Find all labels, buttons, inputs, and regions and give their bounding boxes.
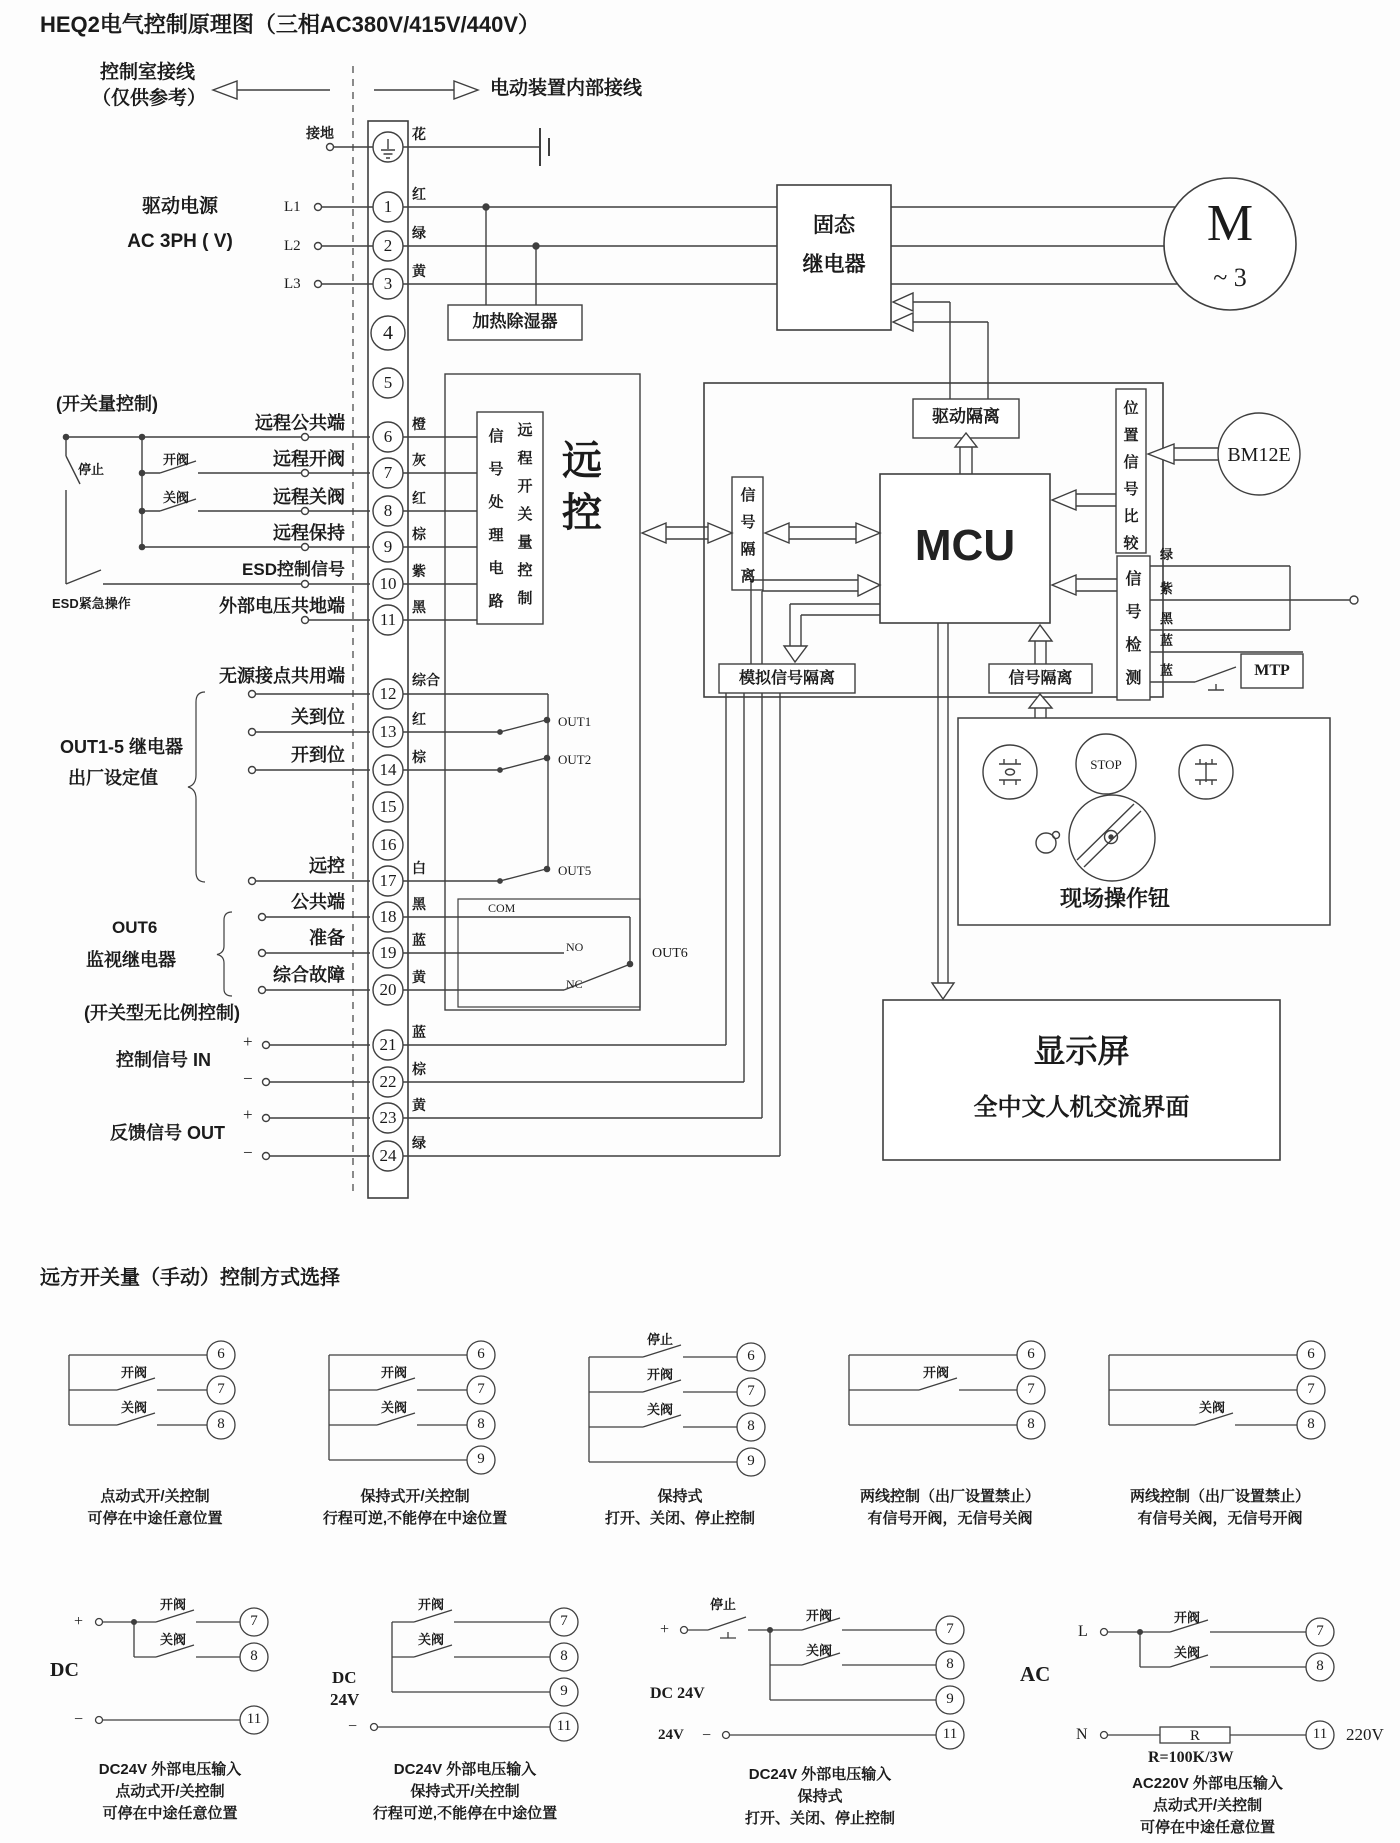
remote-common-label: 远程公共端: [255, 413, 345, 433]
terminal-number: 4: [383, 322, 393, 344]
terminal-number: 15: [379, 797, 397, 816]
remote-hold-label: 远程保持: [273, 523, 345, 543]
card-terminal: 6: [217, 1346, 225, 1362]
card-terminal: 7: [1027, 1381, 1035, 1397]
terminal-number: 1: [383, 197, 393, 216]
terminal-number: 20: [379, 980, 397, 999]
motor-phase: ~ 3: [1213, 263, 1247, 292]
wire-color: 棕: [412, 1061, 426, 1077]
terminal-number: 3: [383, 274, 393, 293]
wire-color: 橙: [412, 416, 426, 432]
mode-card-two-wire-close: [1095, 1335, 1345, 1565]
card-switch-label: 开阀: [381, 1365, 408, 1380]
card-terminal: 7: [477, 1381, 485, 1397]
card-caption: 可停在中途任意位置: [1139, 1819, 1275, 1836]
card-resistor-value: R=100K/3W: [1148, 1749, 1234, 1766]
card-switch-label: 关阀: [160, 1632, 187, 1647]
remote-switch-control-label: 远程开关量控制: [517, 422, 533, 607]
ext-voltage-common-label: 外部电压共地端: [219, 596, 345, 616]
display-subtitle: 全中文人机交流界面: [973, 1094, 1190, 1121]
terminal-number: 6: [383, 427, 393, 446]
card-dc-label: DC: [332, 1668, 357, 1687]
card-switch-label: 开阀: [923, 1365, 950, 1380]
card-switch-label: 关阀: [121, 1400, 148, 1415]
control-room-label: 控制室接线: [100, 62, 196, 83]
open-switch-label: 开阀: [163, 452, 190, 467]
close-switch-label: 关阀: [163, 490, 190, 505]
card-terminal: 11: [942, 1726, 958, 1742]
open-button: [983, 745, 1037, 799]
terminal-number: 16: [379, 835, 397, 854]
card-caption: AC220V 外部电压输入: [1132, 1775, 1283, 1792]
card-terminal: 8: [250, 1648, 258, 1664]
terminal-number: 17: [379, 871, 397, 890]
det-wire-color-green: 绿: [1160, 547, 1174, 562]
out2-label: OUT2: [558, 752, 592, 767]
esd-signal-label: ESD控制信号: [242, 560, 345, 579]
wire-color: 棕: [412, 749, 426, 765]
phase-l3: L3: [284, 276, 301, 292]
card-caption: DC24V 外部电压输入: [748, 1766, 892, 1783]
card-dc-label: DC: [50, 1659, 79, 1681]
feedback-signal-out-label: 反馈信号 OUT: [110, 1123, 225, 1143]
terminal-number: 2: [383, 236, 393, 255]
mtp-label: MTP: [1254, 662, 1290, 679]
fault-label: 综合故障: [273, 965, 345, 985]
mode-card-dc-jog: [50, 1597, 290, 1840]
esd-operation-label: ESD紧急操作: [52, 596, 131, 611]
wire-color: 蓝: [412, 1024, 426, 1040]
card-terminal: 8: [1027, 1416, 1035, 1432]
card-neutral-label: N: [1076, 1726, 1088, 1743]
switch-control-group-label: (开关量控制): [56, 394, 158, 414]
internal-wiring-label: 电动装置内部接线: [490, 78, 643, 99]
wire-color: 花: [412, 126, 426, 142]
passive-common-label: 无源接点共用端: [219, 666, 345, 686]
bm12e-label: BM12E: [1227, 444, 1291, 466]
card-switch-label: 开阀: [1174, 1610, 1201, 1625]
card-switch-label: 开阀: [418, 1597, 445, 1612]
card-minus: −: [348, 1718, 358, 1735]
mode-card-two-wire-open: [835, 1335, 1065, 1565]
card-switch-label: 开阀: [806, 1608, 833, 1623]
wire-color: 红: [412, 490, 426, 506]
card-terminal: 9: [560, 1683, 568, 1699]
card-switch-label: 关阀: [381, 1400, 408, 1415]
mode-card-dc-three-button: [650, 1597, 990, 1840]
card-switch-label: 停止: [647, 1332, 674, 1347]
card-terminal: 11: [246, 1711, 262, 1727]
card-terminal: 6: [747, 1348, 755, 1364]
page-title: HEQ2电气控制原理图（三相AC380V/415V/440V）: [40, 12, 541, 37]
card-caption: 保持式开/关控制: [360, 1488, 470, 1505]
remote-close-label: 远程关阀: [273, 487, 345, 507]
wire-color: 蓝: [412, 932, 426, 948]
out5-label: OUT5: [558, 863, 592, 878]
card-caption: 点动式开/关控制: [1152, 1797, 1263, 1814]
out1-label: OUT1: [558, 714, 592, 729]
out15-factory-label: 出厂设定值: [68, 768, 158, 788]
stop-button-label: STOP: [1090, 757, 1122, 772]
card-terminal: 7: [250, 1613, 258, 1629]
terminal-number: 22: [379, 1072, 397, 1091]
out15-relay-label: OUT1-5 继电器: [60, 737, 184, 757]
terminal-number: 8: [383, 501, 393, 520]
signal-isolation2-label: 信号隔离: [1008, 670, 1073, 687]
drive-power-voltage: AC 3PH ( V): [127, 231, 233, 252]
card-terminal: 8: [946, 1656, 954, 1672]
det-wire-color-purple: 紫: [1160, 581, 1174, 596]
fb-plus: +: [243, 1105, 253, 1124]
card-caption: DC24V 外部电压输入: [98, 1761, 242, 1778]
terminal-number: 23: [379, 1108, 397, 1127]
card-switch-label: 开阀: [121, 1365, 148, 1380]
wire-color: 黑: [412, 599, 426, 615]
card-terminal: 7: [946, 1621, 954, 1637]
card-terminal: 8: [1307, 1416, 1315, 1432]
card-line-label: L: [1078, 1623, 1088, 1640]
card-minus: −: [74, 1711, 84, 1728]
wire-color: 灰: [412, 452, 426, 468]
card-terminal: 9: [477, 1451, 485, 1467]
open-position-label: 开到位: [291, 745, 345, 765]
card-terminal: 11: [1312, 1726, 1328, 1742]
card-terminal: 11: [556, 1718, 572, 1734]
terminal-number: 13: [379, 722, 397, 741]
ctrl-minus: −: [243, 1069, 253, 1088]
display-title: 显示屏: [1033, 1033, 1130, 1069]
remote-label: 远控: [309, 856, 345, 876]
card-terminal: 8: [1316, 1658, 1324, 1674]
no-label: NO: [566, 940, 584, 954]
mode-card-jog: [55, 1335, 255, 1565]
card-caption: 两线控制（出厂设置禁止）: [1129, 1488, 1310, 1505]
terminal-number: 21: [379, 1035, 397, 1054]
card-caption: 有信号开阀，无信号关阀: [867, 1510, 1033, 1527]
card-terminal: 7: [1307, 1381, 1315, 1397]
ground-label: 接地: [306, 125, 334, 141]
analog-isolation-label: 模拟信号隔离: [738, 670, 835, 687]
terminal-number: 11: [379, 610, 397, 629]
terminal-number: 19: [379, 943, 397, 962]
card-ac-label: AC: [1020, 1662, 1051, 1686]
motor-letter: M: [1206, 195, 1254, 252]
card-caption: 打开、关闭、停止控制: [604, 1510, 755, 1527]
card-caption: 行程可逆,不能停在中途位置: [372, 1805, 558, 1822]
card-terminal: 6: [477, 1346, 485, 1362]
wire-color: 红: [412, 186, 426, 202]
card-caption: 打开、关闭、停止控制: [744, 1810, 895, 1827]
card-caption: 保持式: [657, 1488, 703, 1505]
card-switch-label: 关阀: [418, 1632, 445, 1647]
card-terminal: 7: [217, 1381, 225, 1397]
section2-heading: 远方开关量（手动）控制方式选择: [40, 1267, 340, 1289]
card-caption: 有信号关阀，无信号开阀: [1137, 1510, 1303, 1527]
mode-card-ac-jog: [1020, 1600, 1395, 1843]
close-position-label: 关到位: [291, 707, 345, 727]
card-220v-label: 220V: [1346, 1725, 1384, 1744]
card-plus: +: [660, 1621, 670, 1638]
wire-color: 黄: [412, 969, 426, 985]
wire-color: 绿: [412, 225, 426, 241]
det-wire-color-blue2: 蓝: [1160, 663, 1174, 678]
card-caption: 两线控制（出厂设置禁止）: [859, 1488, 1040, 1505]
direction-arrows: [213, 81, 478, 99]
drive-isolation-label: 驱动隔离: [932, 407, 1000, 426]
terminal-number: 18: [379, 907, 397, 926]
card-minus: −: [702, 1727, 712, 1744]
terminal-number: 5: [383, 373, 393, 392]
out6-monitor-label: 监视继电器: [86, 950, 176, 970]
card-switch-label: 关阀: [1199, 1400, 1226, 1415]
card-caption: 保持式: [797, 1788, 843, 1805]
wire-color: 综合: [412, 672, 440, 688]
card-caption: 可停在中途任意位置: [102, 1805, 238, 1822]
card-switch-label: 关阀: [1174, 1645, 1201, 1660]
wire-color: 黄: [412, 1097, 426, 1113]
card-terminal: 9: [946, 1691, 954, 1707]
card-dc-voltage: 24V: [330, 1690, 360, 1709]
wire-color: 棕: [412, 526, 426, 542]
fb-minus: −: [243, 1143, 253, 1162]
nc-label: NC: [566, 977, 583, 991]
display-box: [883, 1000, 1280, 1160]
terminal-number: 7: [383, 463, 393, 482]
out6-label: OUT6: [652, 946, 688, 961]
card-terminal: 8: [477, 1416, 485, 1432]
card-terminal: 7: [1316, 1623, 1324, 1639]
card-24v-label: 24V: [658, 1727, 684, 1743]
wire-color: 白: [412, 860, 426, 876]
card-terminal: 7: [747, 1383, 755, 1399]
terminal-number: 24: [379, 1146, 397, 1165]
terminal-number: 10: [379, 574, 397, 593]
det-wire-color-blue1: 蓝: [1160, 633, 1174, 648]
terminal-number: 14: [379, 760, 397, 779]
card-plus: +: [74, 1613, 84, 1630]
det-wire-color-black: 黑: [1160, 611, 1174, 626]
card-caption: 点动式开/关控制: [115, 1783, 225, 1800]
ssr-label-1: 固态: [813, 214, 855, 237]
signal-isolation-label: 信号隔离: [740, 487, 756, 585]
remote-open-label: 远程开阀: [273, 449, 345, 469]
signal-processing-label: 信号处理电路: [488, 428, 504, 610]
mode-card-three-button: [575, 1332, 785, 1565]
relay-brackets: [188, 692, 232, 996]
wire-color: 黑: [412, 896, 426, 912]
card-switch-label: 关阀: [806, 1643, 833, 1658]
phase-l1: L1: [284, 199, 301, 215]
ready-label: 准备: [309, 928, 345, 948]
terminal-number: 9: [383, 537, 393, 556]
card-terminal: 6: [1027, 1346, 1035, 1362]
signal-detect-label: 信号检测: [1125, 571, 1142, 687]
control-signal-in-label: 控制信号 IN: [116, 1050, 212, 1070]
control-room-note: （仅供参考）: [92, 88, 207, 109]
card-terminal: 9: [747, 1453, 755, 1469]
heater-label: 加热除湿器: [472, 312, 558, 331]
card-terminal: 7: [560, 1613, 568, 1629]
remote-big-label: 远控: [562, 439, 602, 535]
com-label: COM: [488, 901, 516, 915]
card-switch-label: 停止: [710, 1597, 737, 1612]
card-dc-label: DC 24V: [650, 1685, 705, 1702]
card-terminal: 6: [1307, 1346, 1315, 1362]
card-switch-label: 开阀: [160, 1597, 187, 1612]
mcu-label: MCU: [914, 521, 1016, 570]
card-terminal: 8: [747, 1418, 755, 1434]
card-switch-label: 开阀: [647, 1367, 674, 1382]
card-terminal: 8: [217, 1416, 225, 1432]
common-label: 公共端: [291, 892, 345, 912]
card-caption: 可停在中途任意位置: [87, 1510, 223, 1527]
wire-color: 黄: [412, 263, 426, 279]
wire-color: 红: [412, 711, 426, 727]
stop-switch-label: 停止: [78, 462, 105, 477]
card-terminal: 8: [560, 1648, 568, 1664]
terminal-number: 12: [379, 684, 397, 703]
field-panel-label: 现场操作钮: [1059, 886, 1170, 911]
out6-label-left: OUT6: [112, 918, 158, 937]
proportional-group-label: (开关型无比例控制): [84, 1003, 240, 1023]
drive-power-label: 驱动电源: [141, 196, 218, 217]
mode-card-dc-maintained: [330, 1597, 600, 1840]
card-caption: 保持式开/关控制: [410, 1783, 520, 1800]
card-resistor-label: R: [1189, 1728, 1200, 1744]
wire-color: 紫: [412, 563, 426, 579]
ctrl-plus: +: [243, 1032, 253, 1051]
mode-card-maintained: [315, 1335, 515, 1565]
phase-l2: L2: [284, 238, 301, 254]
card-caption: 点动式开/关控制: [100, 1488, 210, 1505]
ssr-label-2: 继电器: [802, 253, 866, 276]
card-caption: 行程可逆,不能停在中途位置: [322, 1510, 508, 1527]
position-compare-label: 位置信号比较: [1123, 400, 1139, 552]
wire-color: 绿: [412, 1135, 426, 1151]
card-caption: DC24V 外部电压输入: [393, 1761, 537, 1778]
card-switch-label: 关阀: [647, 1402, 674, 1417]
